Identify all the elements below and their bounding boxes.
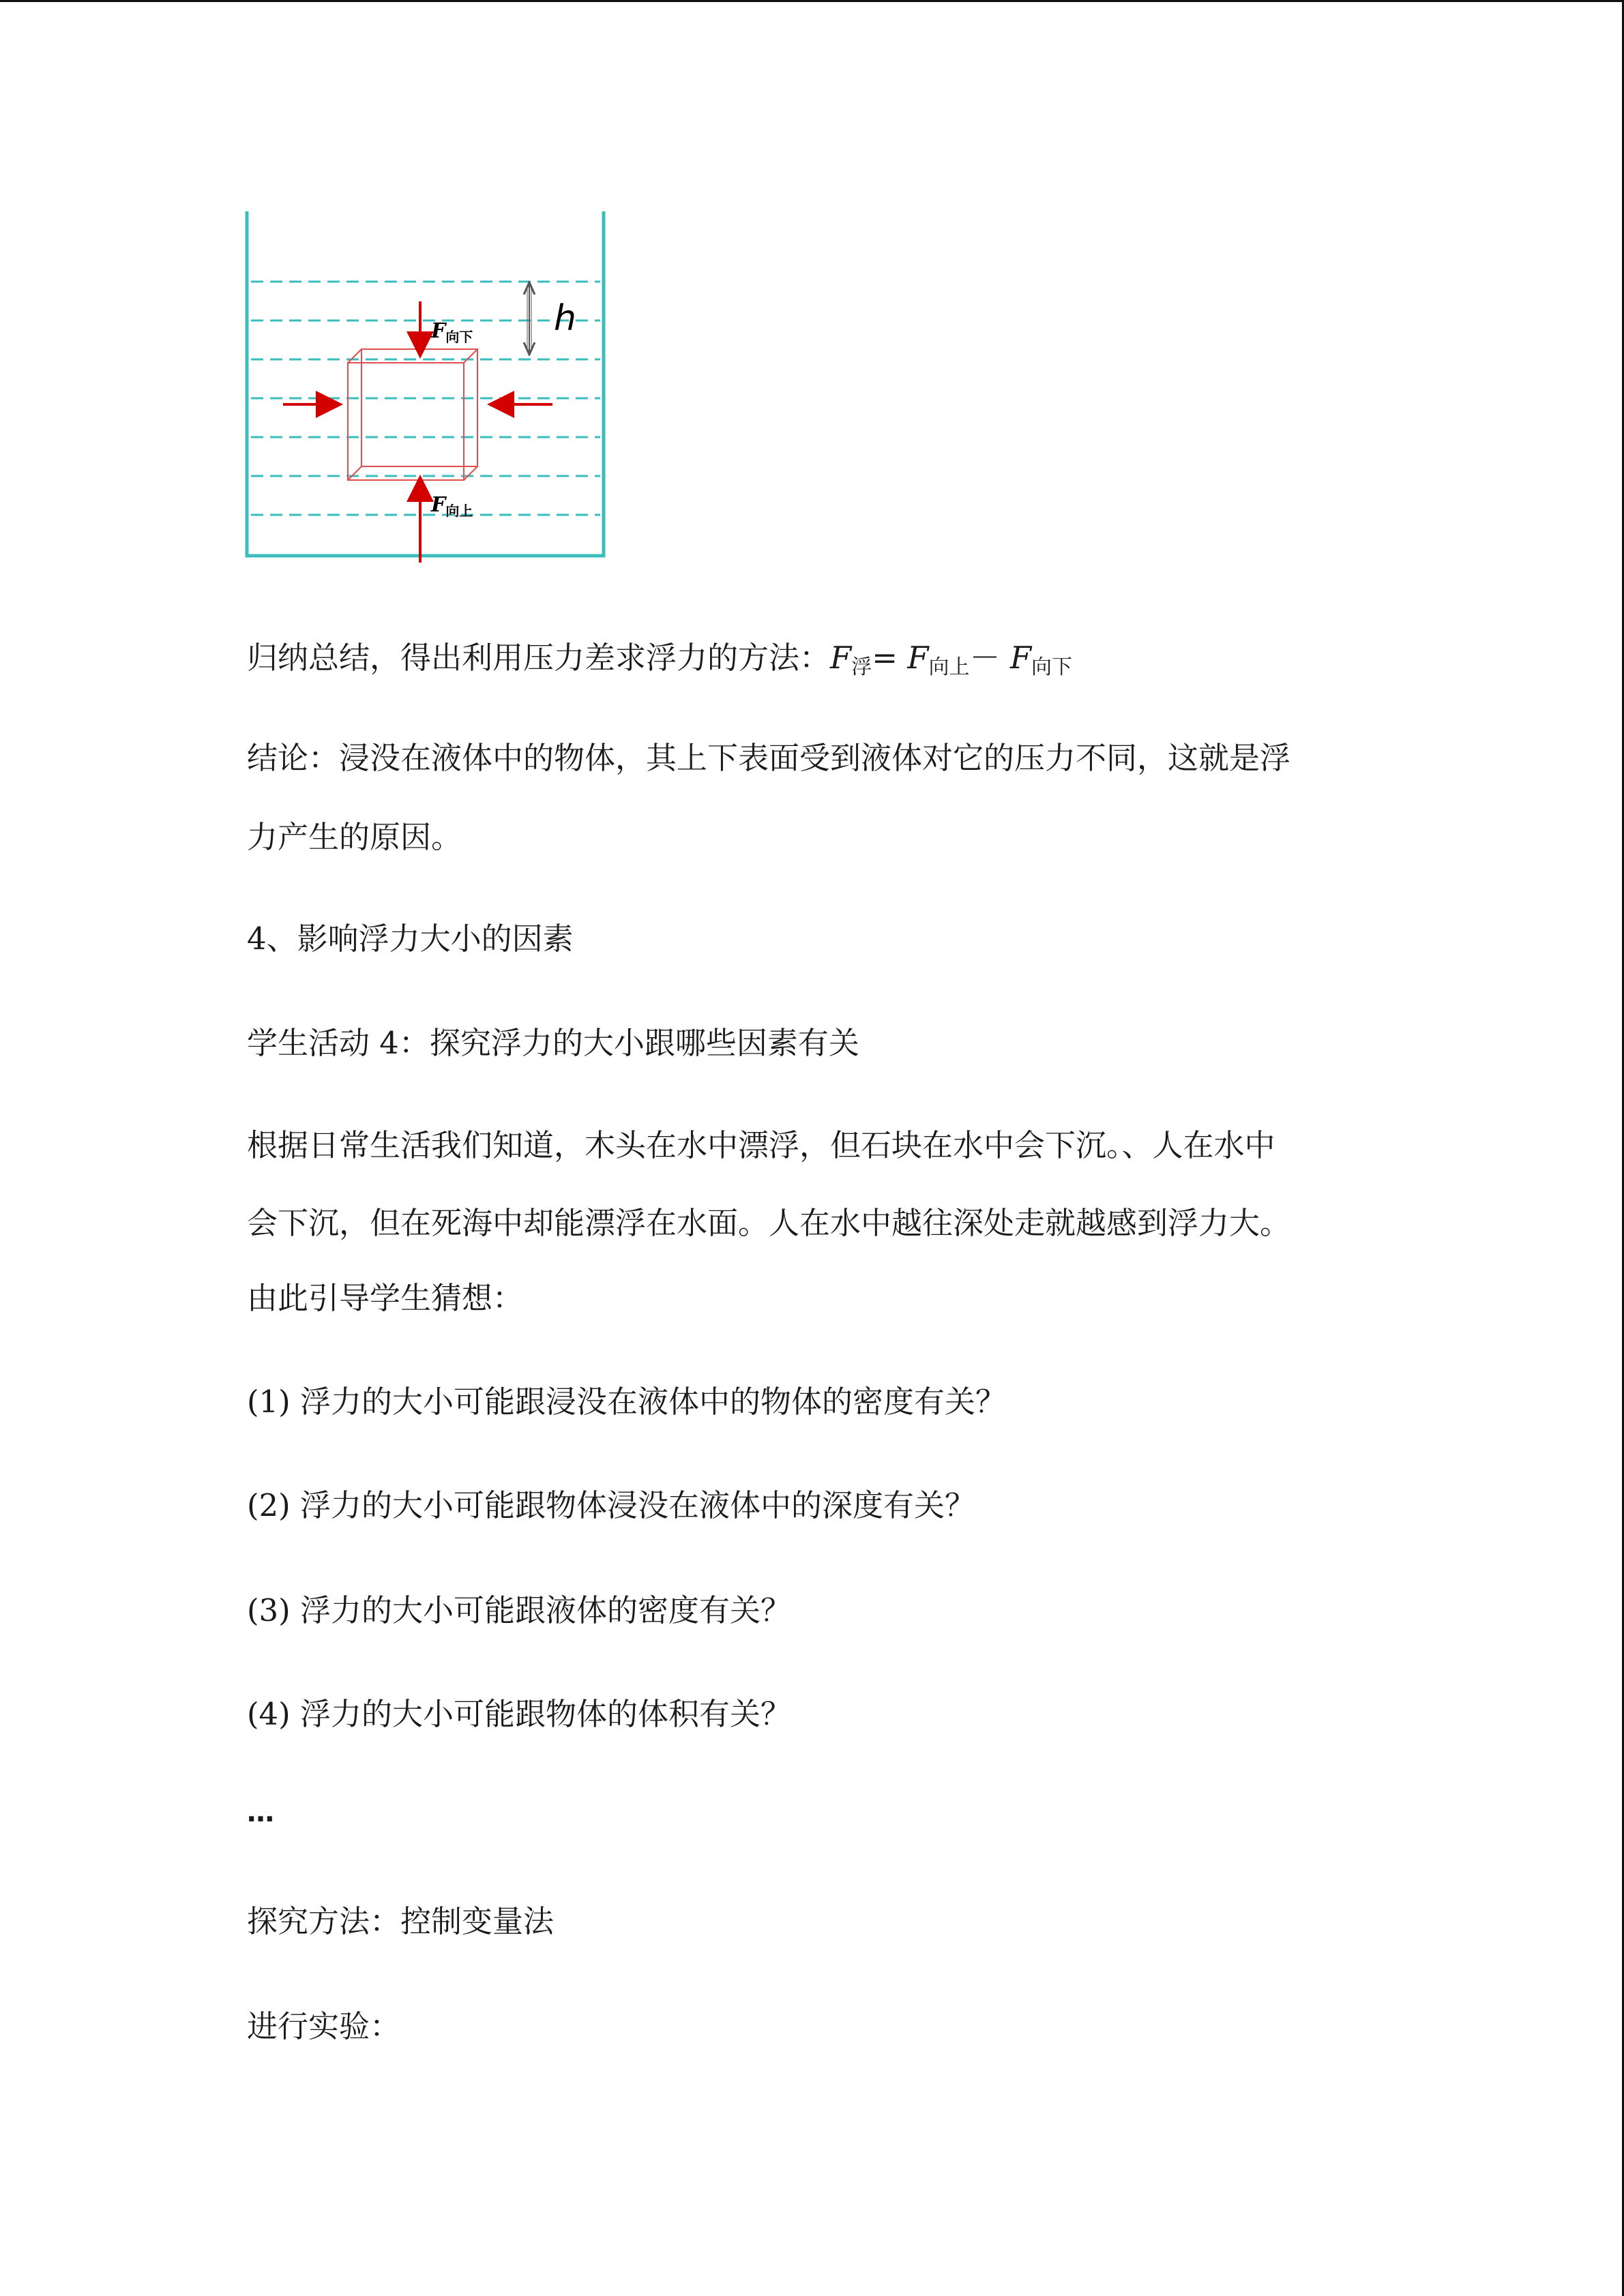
conclusion-line-2: 力产生的原因。 bbox=[247, 819, 462, 855]
formula-f-down: F bbox=[1009, 640, 1032, 676]
buoyancy-diagram bbox=[232, 205, 628, 573]
label-h: h bbox=[554, 298, 576, 339]
activity-4: 学生活动 4：探究浮力的大小跟哪些因素有关 bbox=[247, 1025, 859, 1061]
guess-item: (4) 浮力的大小可能跟物体的体积有关？ bbox=[247, 1696, 792, 1732]
label-f-up: $F_{向上}$ bbox=[431, 493, 473, 519]
experiment-line: 进行实验： bbox=[247, 2008, 401, 2044]
method-line: 探究方法：控制变量法 bbox=[247, 1903, 555, 1939]
force-arrows bbox=[283, 301, 552, 563]
guess-item: (1) 浮力的大小可能跟浸没在液体中的物体的密度有关？ bbox=[247, 1384, 1007, 1420]
formula-sub-down: 向下 bbox=[1031, 655, 1073, 679]
formula-sub-up: 向上 bbox=[928, 655, 970, 679]
intro-line-2: 会下沉，但在死海中却能漂浮在水面。人在水中越往深处走就越感到浮力大。 bbox=[247, 1205, 1291, 1241]
formula-sub-buoy: 浮 bbox=[851, 655, 872, 679]
summary-formula bbox=[247, 638, 1072, 688]
formula-f-up: F bbox=[907, 640, 929, 676]
ellipsis: … bbox=[247, 1797, 274, 1828]
depth-indicator bbox=[527, 284, 576, 353]
intro-line-1: 根据日常生活我们知道，木头在水中漂浮，但石块在水中会下沉。、人在水中 bbox=[247, 1127, 1275, 1163]
summary-text: 归纳总结，得出利用压力差求浮力的方法： bbox=[247, 640, 831, 676]
guess-item: (2) 浮力的大小可能跟物体浸没在液体中的深度有关？ bbox=[247, 1487, 976, 1523]
section-heading-4: 4、影响浮力大小的因素 bbox=[247, 921, 574, 957]
guess-item: (3) 浮力的大小可能跟液体的密度有关？ bbox=[247, 1592, 792, 1628]
formula-eq: = bbox=[872, 640, 908, 676]
cube bbox=[348, 349, 477, 480]
label-f-down: $F_{向下}$ bbox=[431, 319, 473, 345]
intro-line-3: 由此引导学生猜想： bbox=[247, 1280, 524, 1316]
page-border-top bbox=[0, 0, 1624, 2]
formula-f-buoy: F bbox=[830, 640, 852, 676]
formula-minus: － bbox=[969, 640, 1010, 676]
conclusion-line-1: 结论：浸没在液体中的物体，其上下表面受到液体对它的压力不同，这就是浮 bbox=[247, 740, 1291, 776]
container-outline bbox=[247, 211, 604, 556]
